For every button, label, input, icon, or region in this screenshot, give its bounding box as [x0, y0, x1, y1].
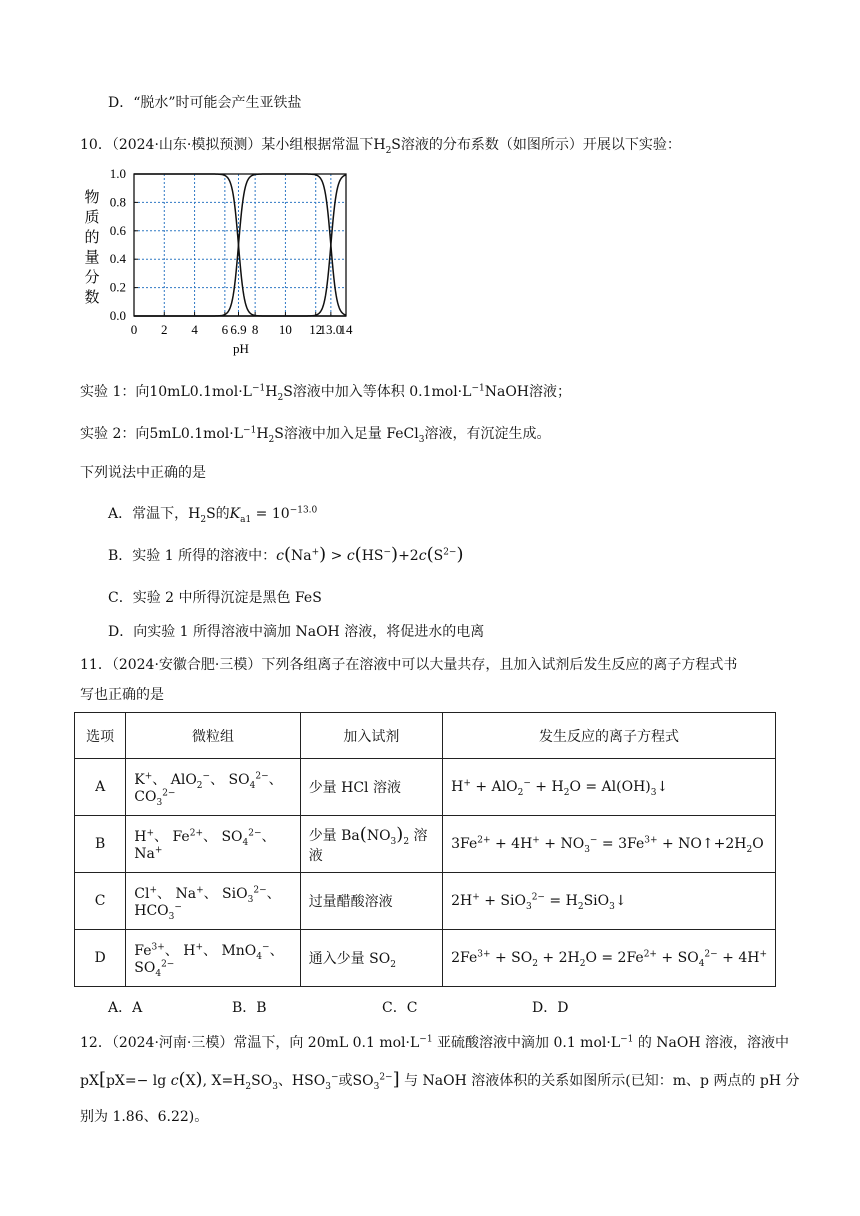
- x-tick-label: 8: [251, 322, 259, 337]
- exp2-text: 实验 2：向$5mL0.1mol\cdot L^{-1}H_2S$溶液中加入足量 FeCl$_3$溶液，有沉淀生成。: [80, 425, 551, 445]
- y-tick-label: 0.4: [109, 251, 126, 267]
- q10-stem: 10．（2024·山东·模拟预测）某小组根据常温下$H_2S$溶液的分布系数（如图所示）开展以下实验：: [80, 137, 681, 156]
- x-axis-label: pH: [233, 341, 249, 356]
- x-tick-label: 0: [130, 322, 138, 337]
- x-tick-label: 10: [278, 322, 292, 337]
- y-axis-label-char: 数: [84, 288, 100, 306]
- x-tick-label: 14: [339, 322, 353, 337]
- hs-curve: [134, 174, 346, 316]
- distribution-chart: [82, 162, 372, 362]
- y-tick-label: 1.0: [109, 166, 126, 181]
- y-tick-label: 0.6: [109, 222, 126, 238]
- x-tick-label: 6.9: [230, 322, 247, 337]
- options-table: [74, 712, 776, 987]
- exp1-text: 实验 1：向$10mL0.1mol\cdot L^{-1}H_2S$溶液中加入等体积 $0.1mol\cdot L^{-1}NaOH$溶液；: [80, 383, 572, 403]
- table-row: A K+、 AlO$_2$−、 $SO_4^{2-}$、 $CO_3^{2-}$ 少量 HCl 溶液 $H^+ + AlO_2^- + H_2O$ = $Al(OH)_3↓$: [75, 759, 776, 816]
- y-axis-label-char: 的: [84, 228, 100, 246]
- table-row: B H+、 $Fe^{2+}$、 $SO_4^{2-}$、 Na+ 少量 $Ba(NO_3)_2$ 溶液 $3Fe^{2+} + 4H^+ + NO_3^- = 3Fe^{3+}$ + $NO↑+2H_2O$: [75, 816, 776, 873]
- answer-a[interactable]: A．A: [108, 1000, 143, 1016]
- answer-b[interactable]: B．B: [232, 1000, 267, 1016]
- x-tick-label: 2: [161, 322, 168, 337]
- q11-stem-line1: 11．（2024·安徽合肥·三模）下列各组离子在溶液中可以大量共存，且加入试剂后发生反应的离子方程式书: [80, 657, 738, 673]
- q10-option-d: D．向实验 1 所得溶液中滴加 NaOH 溶液，将促进水的电离: [108, 624, 485, 640]
- q10-option-a: A．常温下，$H_2S$的$K_{a1} = 10^{-13.0}$: [108, 505, 318, 525]
- y-axis-label-char: 物: [84, 188, 100, 206]
- y-tick-label: 0.0: [109, 308, 126, 323]
- q12-line2: pX[pX=− lg c(X), $X=H_2SO_3$、$HSO_3^-$或$SO_3^{2-}$] 与 NaOH 溶液体积的关系如图所示(已知：m、p 两点的 pH 分: [80, 1069, 800, 1092]
- q11-stem-line2: 写也正确的是: [80, 687, 164, 703]
- answer-d[interactable]: D．D: [532, 1000, 569, 1016]
- x-tick-label: 6: [221, 322, 229, 337]
- y-axis-label-char: 质: [84, 208, 100, 226]
- plot-frame: [134, 174, 346, 316]
- q12-line1: 12．（2024·河南·三模）常温下，向 20mL 0.1 $mol\cdot L^{-1}$ 亚硫酸溶液中滴加 0.1 $mol\cdot L^{-1}$ 的 NaOH 溶液，溶液中: [80, 1034, 790, 1051]
- q12-line3: 别为 1.86、6.22)。: [80, 1109, 209, 1125]
- y-tick-label: 0.2: [109, 279, 126, 295]
- y-axis-label-char: 量: [84, 248, 100, 266]
- table-row: D $Fe^{3+}$、 H+、 MnO$_4$−、 $SO_4^{2-}$ 通入少量 $SO_2$ $2Fe^{3+} + SO_2 + 2H_2O = 2Fe^{2+} + SO_4^{2-} + 4H^+$: [75, 930, 776, 987]
- answer-c[interactable]: C．C: [382, 1000, 418, 1016]
- s2-curve: [134, 175, 346, 316]
- h2s-curve: [134, 174, 346, 316]
- y-axis-label: [84, 188, 99, 306]
- q10-question: 下列说法中正确的是: [80, 465, 206, 481]
- q9-option-d: D．“脱水”时可能会产生亚铁盐: [108, 95, 302, 111]
- x-tick-label: 4: [191, 322, 198, 337]
- x-tick-label: 13.0: [319, 322, 343, 337]
- y-axis-label-char: 分: [84, 268, 100, 286]
- table-header: 选项 微粒组 加入试剂 发生反应的离子方程式: [75, 713, 776, 759]
- x-tick-label: 12: [309, 322, 323, 337]
- q10-option-c: C．实验 2 中所得沉淀是黑色 FeS: [108, 590, 322, 606]
- y-tick-label: 0.8: [109, 194, 126, 210]
- q10-option-b: B．实验 1 所得的溶液中：$c(Na^+) > c(HS^-)+2c(S^{2-})$: [108, 544, 464, 565]
- table-row: C Cl+、 Na+、 SiO$_3^{2-}$、 $HCO_3^-$ 过量醋酸溶液 $2H^+ + SiO_3^{2-} = H_2SiO_3↓$: [75, 873, 776, 930]
